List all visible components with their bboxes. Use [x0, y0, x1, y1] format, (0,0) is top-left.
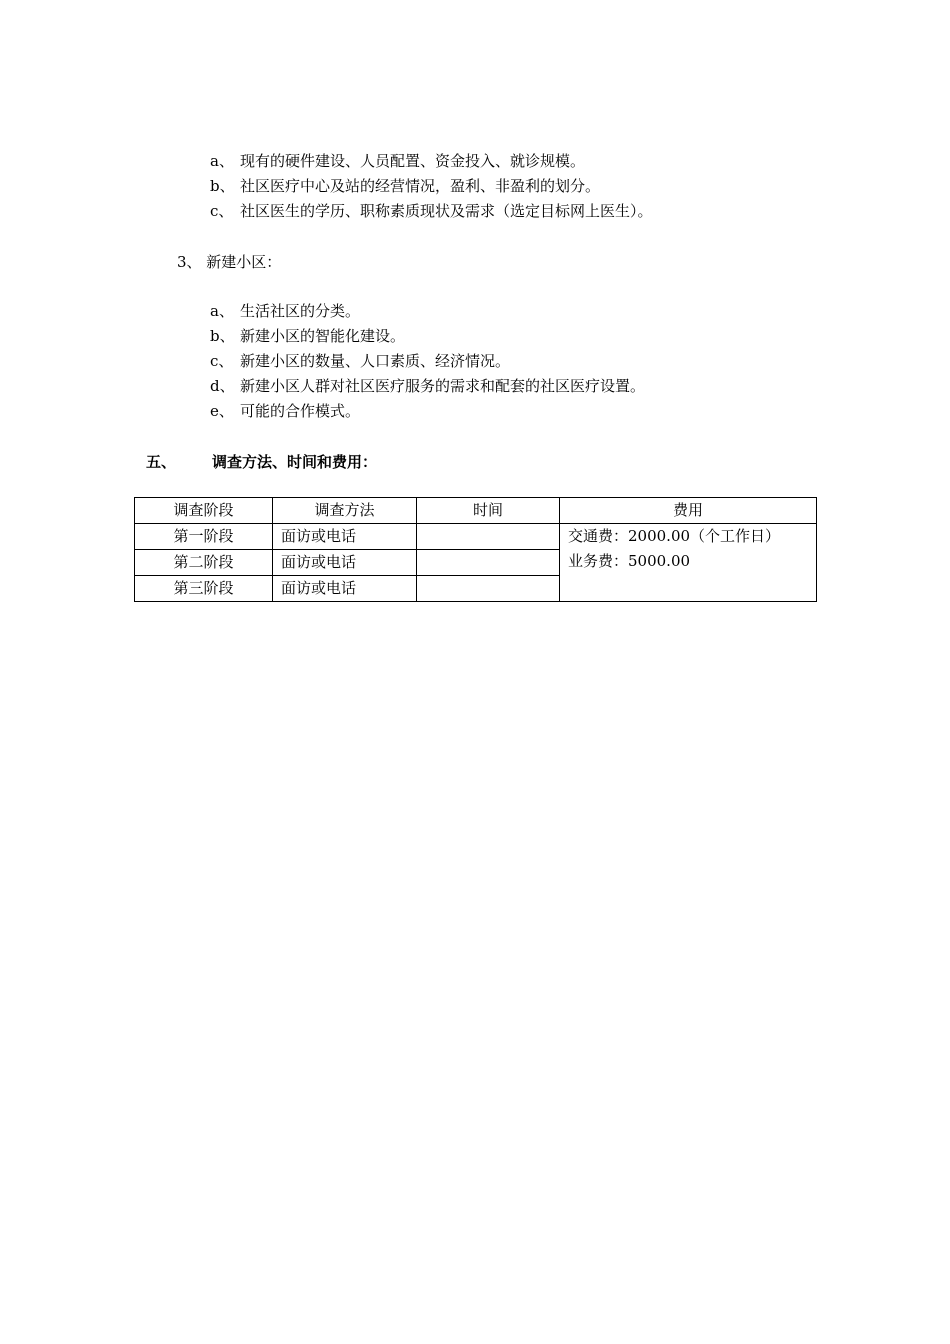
- header-stage: 调查阶段: [135, 498, 273, 524]
- cell-time: [417, 524, 560, 550]
- cell-time: [417, 576, 560, 602]
- cell-stage: 第三阶段: [135, 576, 273, 602]
- cell-time: [417, 550, 560, 576]
- header-fee: 费用: [560, 498, 817, 524]
- list-item: a、 生活社区的分类。: [210, 302, 361, 320]
- table-header-row: [135, 498, 817, 524]
- fee-business: 业务费：5000.00: [568, 552, 691, 570]
- section-number: 五、: [146, 453, 177, 471]
- list-item: c、 新建小区的数量、人口素质、经济情况。: [210, 352, 511, 370]
- section-title: 调查方法、时间和费用：: [212, 453, 378, 471]
- cell-method: 面访或电话: [273, 524, 417, 550]
- list-item: b、 新建小区的智能化建设。: [210, 327, 406, 345]
- list-item: a、 现有的硬件建设、人员配置、资金投入、就诊规模。: [210, 152, 586, 170]
- header-method: 调查方法: [273, 498, 417, 524]
- list-item: c、 社区医生的学历、职称素质现状及需求（选定目标网上医生）。: [210, 202, 653, 220]
- list-item: e、 可能的合作模式。: [210, 402, 361, 420]
- item-3-heading: 3、 新建小区：: [177, 253, 282, 271]
- cell-method: 面访或电话: [273, 576, 417, 602]
- list-item: b、 社区医疗中心及站的经营情况，盈利、非盈利的划分。: [210, 177, 601, 195]
- cell-method: 面访或电话: [273, 550, 417, 576]
- survey-table: [134, 497, 817, 602]
- cell-stage: 第一阶段: [135, 524, 273, 550]
- header-time: 时间: [417, 498, 560, 524]
- cell-fee: [560, 524, 817, 602]
- list-item: d、 新建小区人群对社区医疗服务的需求和配套的社区医疗设置。: [210, 377, 646, 395]
- cell-stage: 第二阶段: [135, 550, 273, 576]
- table-row: [135, 524, 817, 550]
- fee-transport: 交通费：2000.00（个工作日）: [568, 527, 781, 545]
